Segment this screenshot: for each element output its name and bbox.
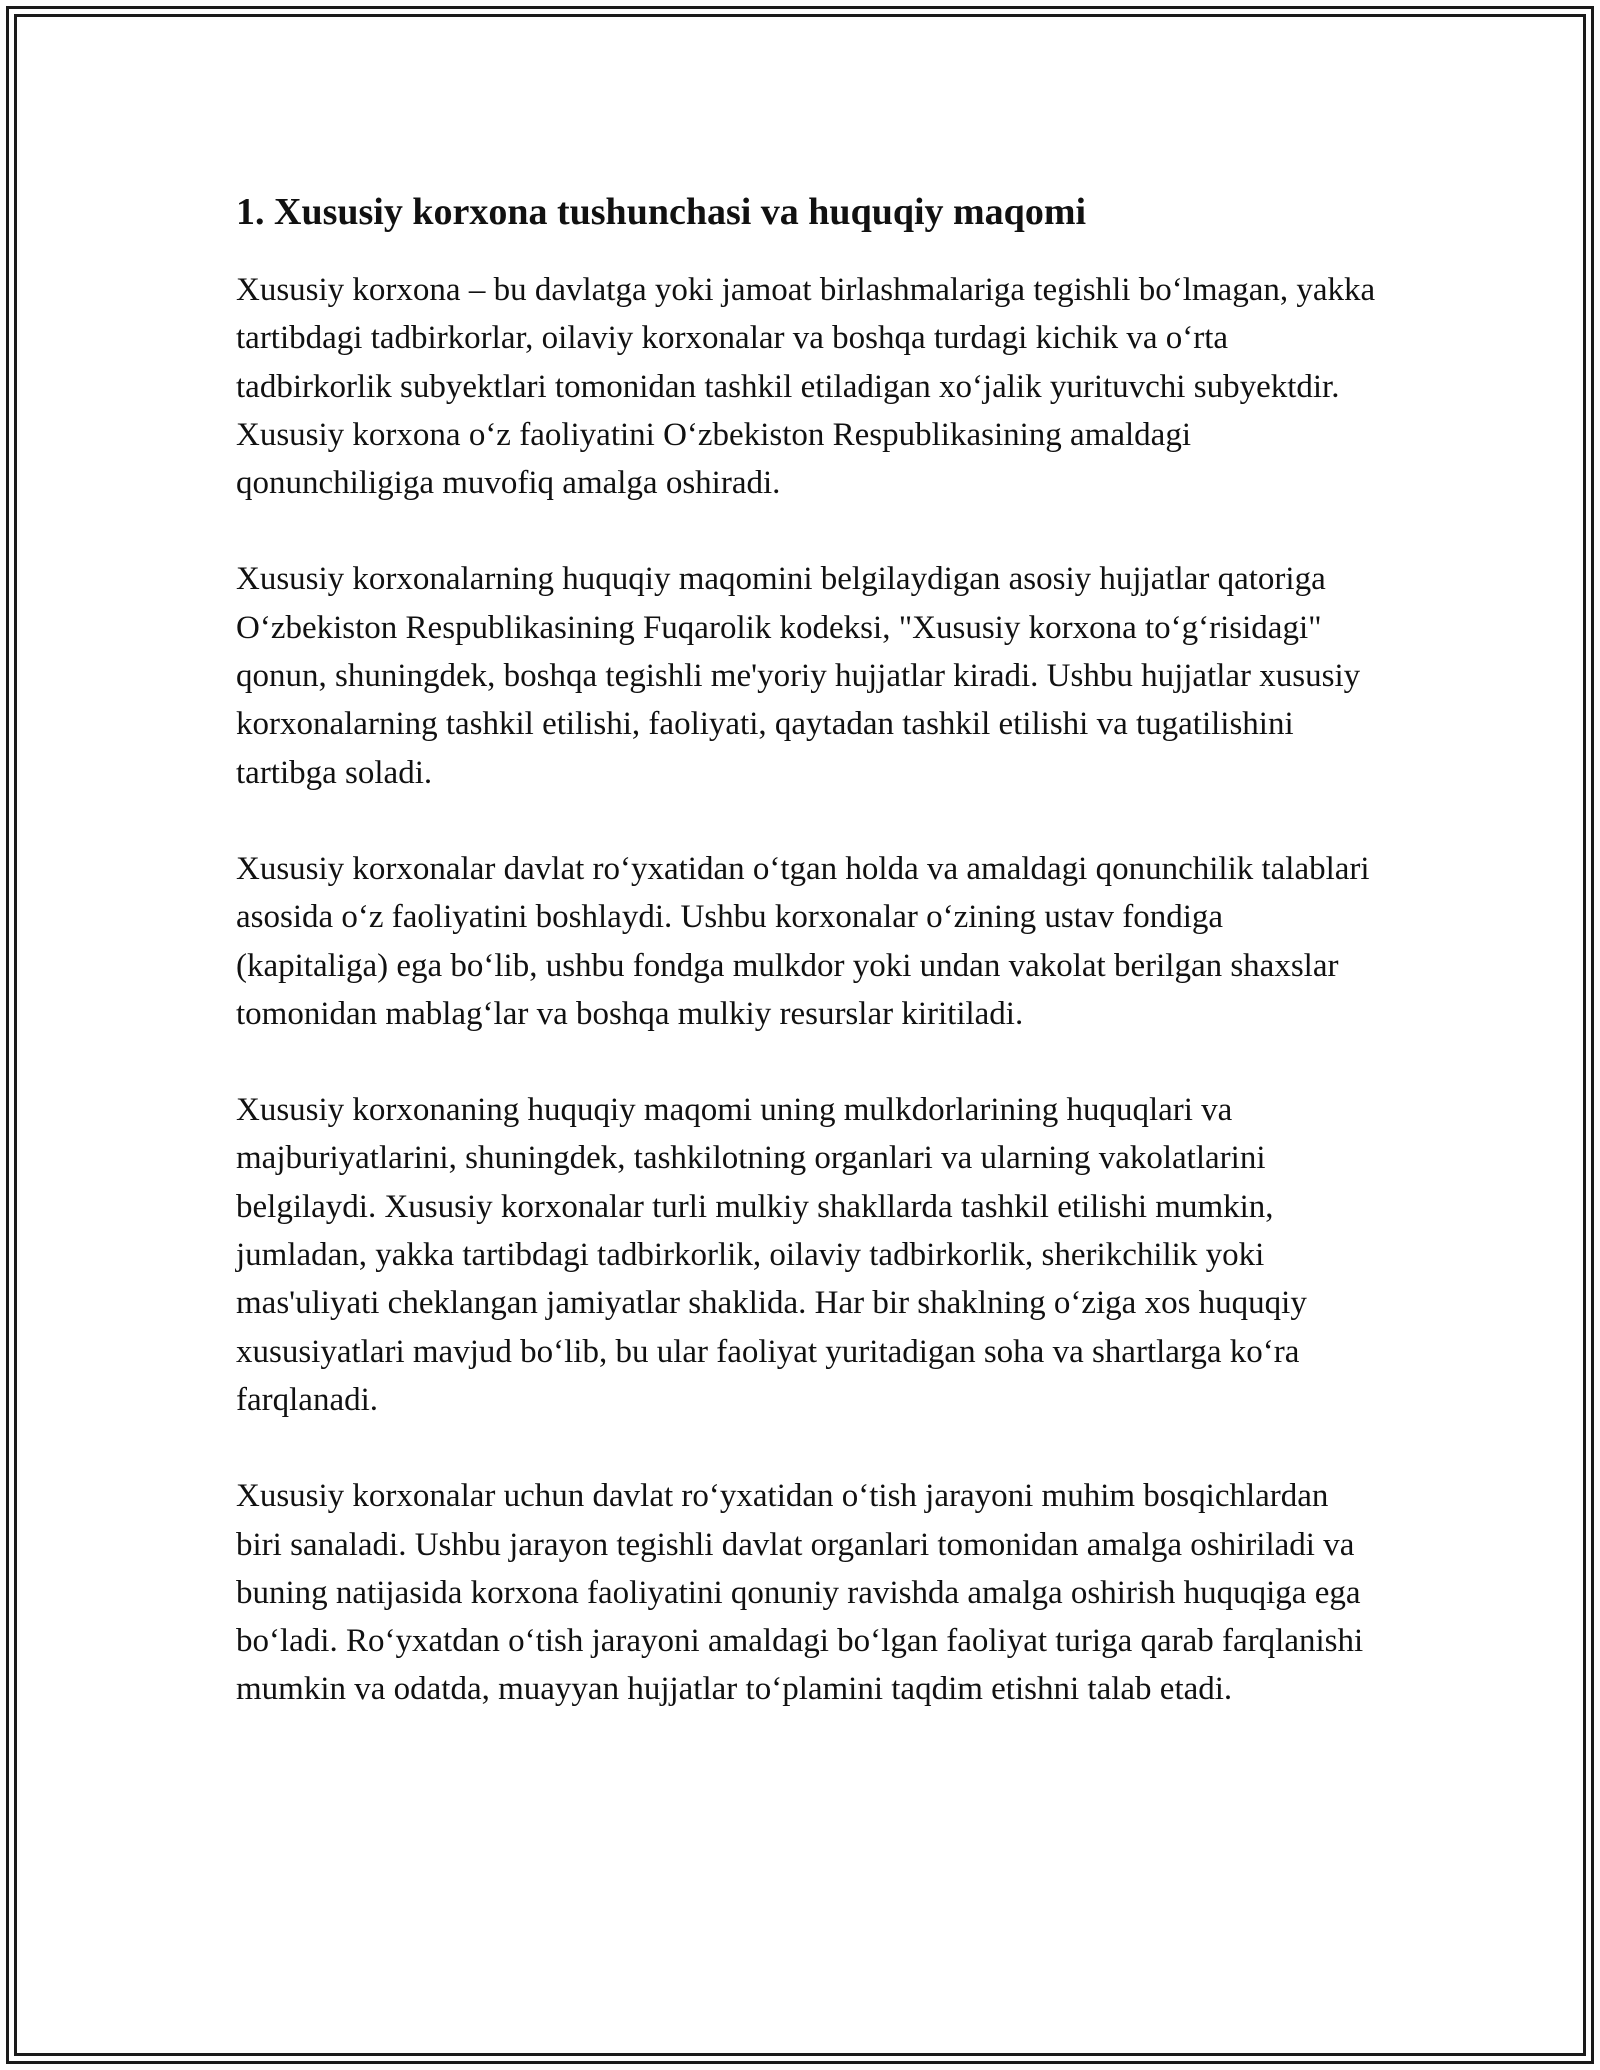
- paragraph-definition: Xususiy korxona – bu davlatga yoki jamoat birlashmalariga tegishli bo‘lmagan, yakka tartibdagi tadbirkorlar, oilaviy korxonalar va boshqa turdagi kichik va o‘rta tadbirkorlik subyektlari tomonidan tashkil etiladigan xo‘jalik yurituvchi subyektdir. Xususiy korxona o‘z faoliyatini O‘zbekiston Respublikasining amaldagi qonunchiligiga muvofiq amalga oshiradi.: [236, 272, 1376, 502]
- paragraph-state-registration: Xususiy korxonalar uchun davlat ro‘yxatidan o‘tish jarayoni muhim bosqichlardan biri sanaladi. Ushbu jarayon tegishli davlat organlari tomonidan amalga oshiriladi va buning natijasida korxona faoliyatini qonuniy ravishda amalga oshirish huquqiga ega bo‘ladi. Ro‘yxatdan o‘tish jarayoni amaldagi bo‘lgan faoliyat turiga qarab farqlanishi mumkin va odatda, muayyan hujjatlar to‘plamini taqdim etishni talab etadi.: [236, 1478, 1364, 1708]
- paragraph-legal-documents: Xususiy korxonalarning huquqiy maqomini belgilaydigan asosiy hujjatlar qatoriga O‘zbekiston Respublikasining Fuqarolik kodeksi, "Xususiy korxona to‘g‘risidagi" qonun, shuningdek, boshqa tegishli me'yoriy hujjatlar kiradi. Ushbu hujjatlar xususiy korxonalarning tashkil etilishi, faoliyati, qaytadan tashkil etilishi va tugatilishini tartibga soladi.: [236, 561, 1361, 791]
- paragraph-legal-status: Xususiy korxonaning huquqiy maqomi uning mulkdorlarining huquqlari va majburiyatlarini, shuningdek, tashkilotning organlari va ularning vakolatlarini belgilaydi. Xususiy korxonalar turli mulkiy shakllarda tashkil etilishi mumkin, jumladan, yakka tartibdagi tadbirkorlik, oilaviy tadbirkorlik, sherikchilik yoki mas'uliyati cheklangan jamiyatlar shaklida. Har bir shaklning o‘ziga xos huquqiy xususiyatlari mavjud bo‘lib, bu ular faoliyat yuritadigan soha va shartlarga ko‘ra farqlanadi.: [236, 1092, 1307, 1418]
- document-body: [236, 186, 1376, 1762]
- paragraph-registration-capital: Xususiy korxonalar davlat ro‘yxatidan o‘tgan holda va amaldagi qonunchilik talablari asosida o‘z faoliyatini boshlaydi. Ushbu korxonalar o‘zining ustav fondiga (kapitaliga) ega bo‘lib, ushbu fondga mulkdor yoki undan vakolat berilgan shaxslar tomonidan mablag‘lar va boshqa mulkiy resurslar kiritiladi.: [236, 850, 1370, 1032]
- section-heading: 1. Xususiy korxona tushunchasi va huquqiy maqomi: [236, 191, 1087, 233]
